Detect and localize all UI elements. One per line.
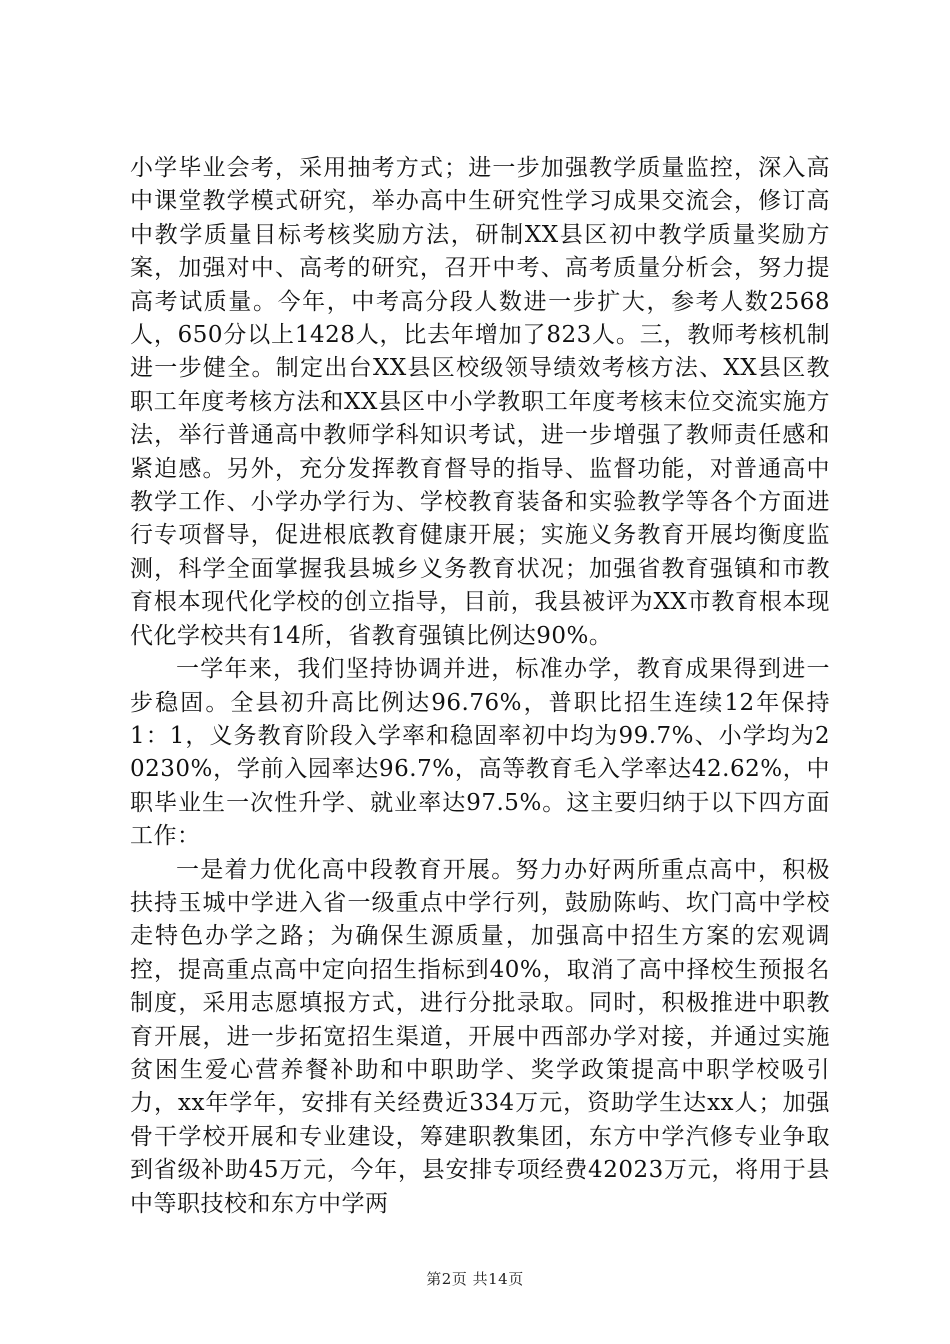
paragraph-high-school: 一是着力优化高中段教育开展。努力办好两所重点高中，积极扶持玉城中学进入省一级重点中学行列，鼓励陈屿、坎门高中学校走特色办学之路；为确保生源质量，加强高中招生方案的宏观调控，提高重点高中定向招生指标到40%，取消了高中择校生预报名制度，采用志愿填报方式，进行分批录取。同时，积极推进中职教育开展，进一步拓宽招生渠道，开展中西部办学对接，并通过实施贫困生爱心营养餐补助和中职助学、奖学政策提高中职学校吸引力，xx年学年，安排有关经费近334万元，资助学生达xx人；加强骨干学校开展和专业建设，筹建职教集团，东方中学汽修专业争取到省级补助45万元，今年，县安排专项经费42023万元，将用于县中等职技校和东方中学两 [130,856,830,1217]
paragraph-summary: 一学年来，我们坚持协调并进，标准办学，教育成果得到进一步稳固。全县初升高比例达96.76%，普职比招生连续12年保持1：1，义务教育阶段入学率和稳固率初中均为99.7%、小学均为20230%，学前入园率达96.7%，高等教育毛入学率达42.62%，中职毕业生一次性升学、就业率达97.5%。这主要归纳于以下四方面工作： [130,656,830,850]
page-number-footer: 第2页 共14页 [426,1270,524,1288]
document-body [130,152,830,1221]
paragraph-continuation: 小学毕业会考，采用抽考方式；进一步加强教学质量监控，深入高中课堂教学模式研究，举办高中生研究性学习成果交流会，修订高中教学质量目标考核奖励方法，研制XX县区初中教学质量奖励方案，加强对中、高考的研究，召开中考、高考质量分析会，努力提高考试质量。今年，中考高分段人数进一步扩大，参考人数2568人，650分以上1428人，比去年增加了823人。三，教师考核机制进一步健全。制定出台XX县区校级领导绩效考核方法、XX县区教职工年度考核方法和XX县区中小学教职工年度考核末位交流实施方法，举行普通高中教师学科知识考试，进一步增强了教师责任感和紧迫感。另外，充分发挥教育督导的指导、监督功能，对普通高中教学工作、小学办学行为、学校教育装备和实验教学等各个方面进行专项督导，促进根底教育健康开展；实施义务教育开展均衡度监测，科学全面掌握我县城乡义务教育状况；加强省教育强镇和市教育根本现代化学校的创立指导，目前，我县被评为XX市教育根本现代化学校共有14所，省教育强镇比例达90%。 [130,155,830,649]
